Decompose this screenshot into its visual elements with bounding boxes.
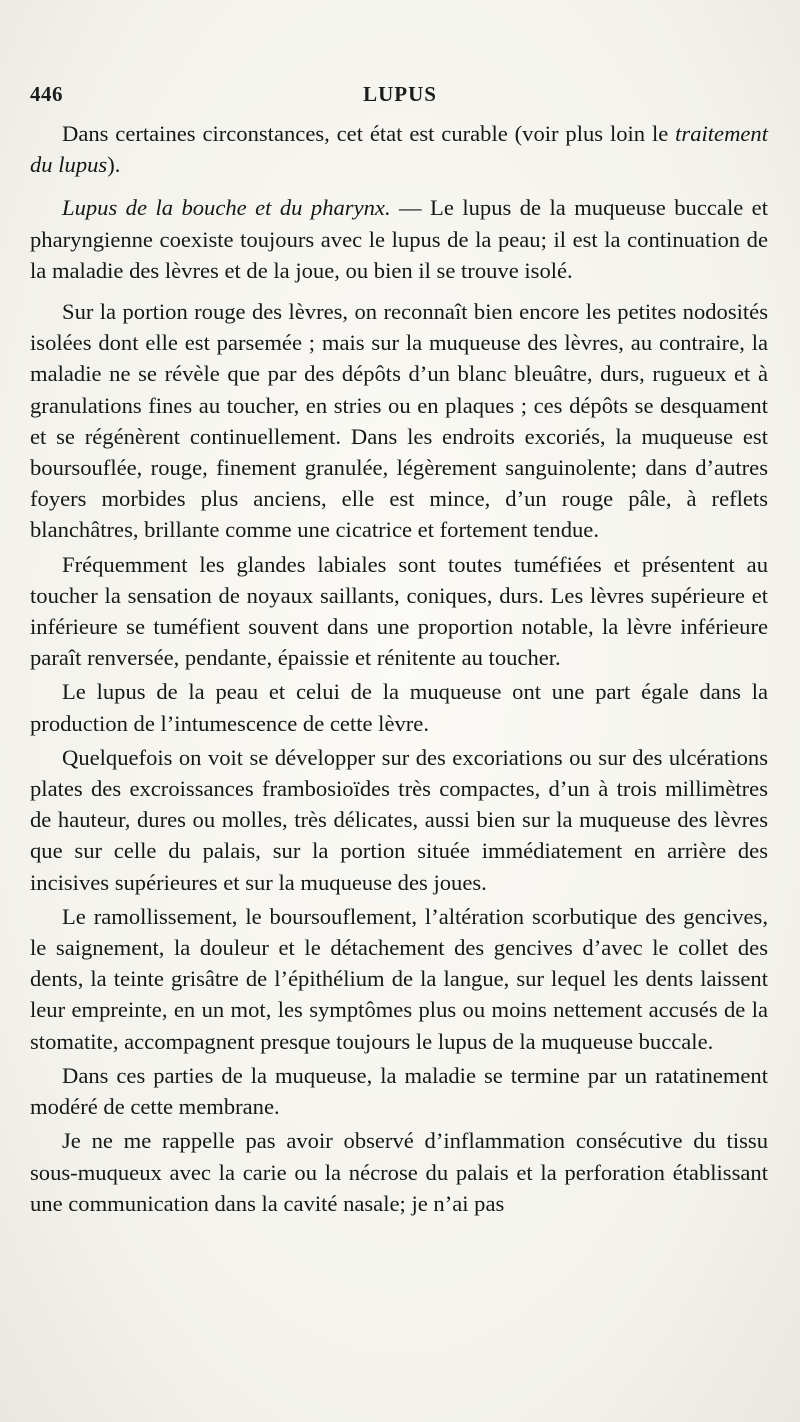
paragraph-7: Le ramollissement, le boursouflement, l’altération scorbutique des gencives, le saignement, la douleur et le détachement des gencives d’avec le collet des dents, la teinte grisâtre de l’épithélium de la langue, sur lequel les dents laissent leur empreinte, en un mot, les symptômes plus ou moins nettement accusés de la stomatite, accompagnent presque toujours le lupus de la muqueuse buccale.: [30, 903, 768, 1054]
paragraph-1-text: Dans certaines circonstances, cet état est curable (voir plus loin le: [62, 121, 676, 146]
paragraph-6: Quelquefois on voit se développer sur des excoriations ou sur des ulcérations plates des excroissances frambosioïdes très compactes, d’un à trois millimètres de hauteur, dures ou molles, très délicates, aussi bien sur la muqueuse des lèvres que sur celle du palais, sur la portion située immédiatement en arrière des incisives supérieures et sur la muqueuse des joues.: [30, 744, 768, 895]
italic-reference: traitement du lupus: [30, 121, 768, 178]
section-heading: Lupus de la bouche et du pharynx.: [62, 195, 391, 221]
paragraph-9: Je ne me rappelle pas avoir observé d’inflammation consécutive du tissu sous-muqueux avec la carie ou la nécrose du palais et la perforation établissant une communication dans la cavité nasale; je n’ai pas: [30, 1128, 768, 1216]
paragraph-1: [30, 118, 768, 180]
paragraph-1-tail: ).: [107, 152, 121, 178]
running-title: LUPUS: [363, 82, 437, 106]
paragraph-2-text: — Le lupus de la muqueuse buccale et pharyngienne coexiste toujours avec le lupus de la peau; il est la continuation de la maladie des lèvres et de la joue, ou bien il se trouve isolé.: [30, 195, 768, 283]
page-header: [30, 82, 770, 110]
page-number: 446: [30, 82, 63, 106]
paragraph-2: [30, 192, 768, 286]
paragraph-4: Fréquemment les glandes labiales sont toutes tuméfiées et présentent au toucher la sensation de noyaux saillants, coniques, durs. Les lèvres supérieure et inférieure se tuméfient souvent dans une proportion notable, la lèvre inférieure paraît renversée, pendante, épaissie et rénitente au toucher.: [30, 551, 768, 671]
paragraph-8: Dans ces parties de la muqueuse, la maladie se termine par un ratatinement modéré de cette membrane.: [30, 1062, 768, 1120]
paragraph-5: Le lupus de la peau et celui de la muqueuse ont une part égale dans la production de l’intumescence de cette lèvre.: [30, 679, 768, 736]
paragraph-3: Sur la portion rouge des lèvres, on reconnaît bien encore les petites nodosités isolées dont elle est parsemée ; mais sur la muqueuse des lèvres, au contraire, la maladie ne se révèle que par des dépôts d’un blanc bleuâtre, durs, rugueux et à granulations fines au toucher, en stries ou en plaques ; ces dépôts se desquament et se régénèrent continuellement. Dans les endroits excoriés, la muqueuse est boursouflée, rouge, finement granulée, légèrement sanguinolente; dans d’autres foyers morbides plus anciens, elle est mince, d’un rouge pâle, à reflets blanchâtres, brillante comme une cicatrice et fortement tendue.: [30, 299, 768, 543]
body-text: [30, 118, 768, 1219]
